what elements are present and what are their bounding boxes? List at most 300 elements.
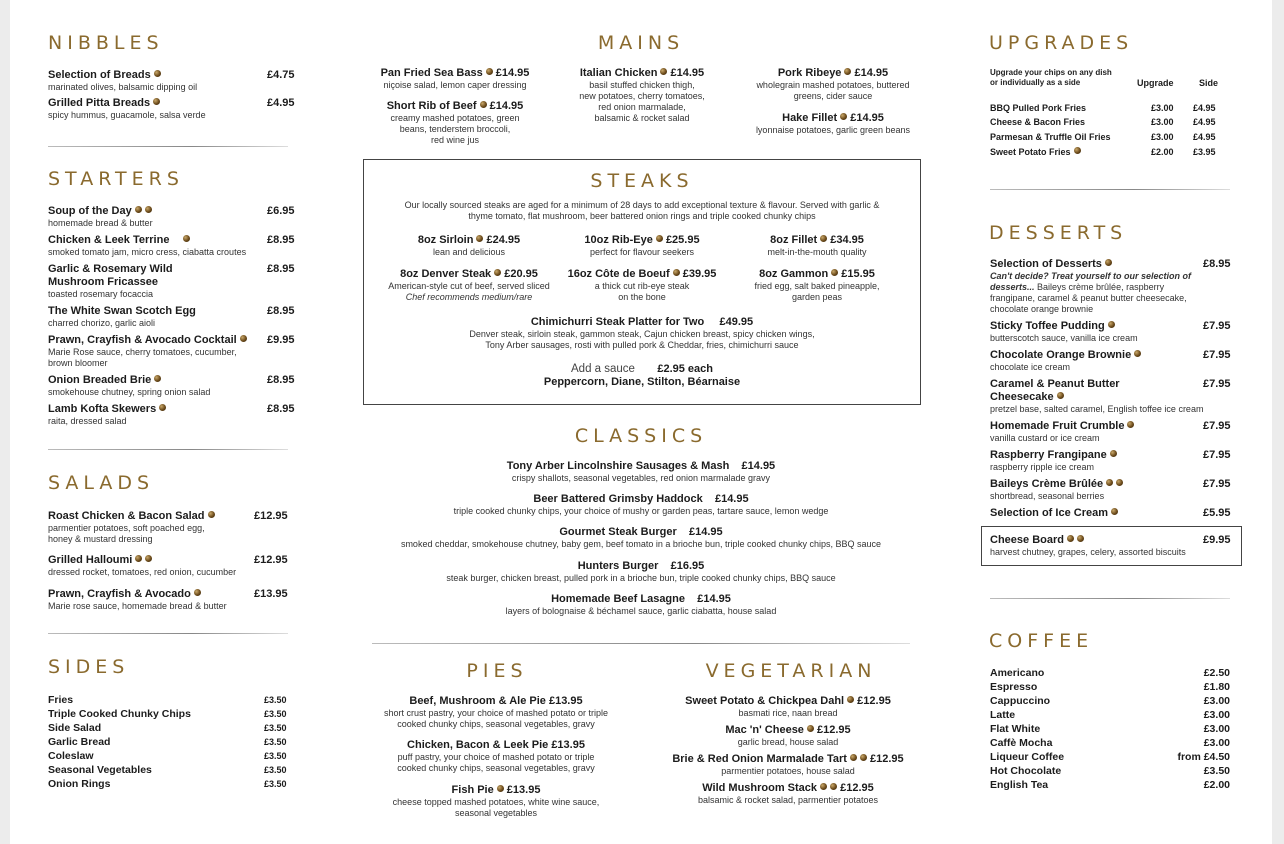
item-price: £4.95 [267, 97, 295, 109]
dietary-dot-icon [145, 206, 152, 213]
menu-item [48, 510, 296, 545]
item-desc: charred chorizo, garlic aioli [48, 318, 156, 328]
dietary-dot-icon [1116, 479, 1123, 486]
item-name: Homemade Fruit Crumble [990, 420, 1125, 432]
item-desc-line3: red onion marmalade, [598, 102, 686, 112]
item-desc: spicy hummus, guacamole, salsa verde [48, 110, 206, 120]
item-desc-line2: new potatoes, cherry tomatoes, [579, 91, 705, 101]
dietary-dot-icon [820, 235, 827, 242]
item-price: £9.95 [267, 334, 295, 346]
item-desc: creamy mashed potatoes, green [390, 113, 520, 123]
item-desc: lean and delicious [432, 247, 506, 257]
item-name: Roast Chicken & Bacon Salad [48, 510, 205, 522]
item-name: English Tea [990, 779, 1049, 791]
item-name: Triple Cooked Chunky Chips [48, 708, 191, 720]
item-name: Cappuccino [990, 695, 1051, 707]
item-desc: vanilla custard or ice cream [990, 433, 1100, 443]
item-name: Cheese Board [990, 534, 1064, 546]
item-price: £7.95 [1203, 478, 1231, 490]
menu-item [363, 695, 629, 730]
item-desc-line2: greens, cider sauce [793, 91, 873, 101]
item-name: Latte [990, 709, 1016, 721]
item-price: £7.95 [1203, 420, 1231, 432]
item-desc: harvest chutney, grapes, celery, assorted biscuits [990, 547, 1186, 557]
item-price: £7.95 [1203, 378, 1231, 390]
item-desc-line3: red wine jus [430, 135, 480, 145]
item-desc: puff pastry, your choice of mashed potato or triple [397, 752, 595, 762]
dietary-dot-icon [145, 555, 152, 562]
item-name: Chimichurri Steak Platter for Two [530, 316, 705, 328]
item-desc: short crust pastry, your choice of mashed potato or triple [384, 708, 608, 718]
item-name: Raspberry Frangipane [990, 449, 1107, 461]
item-price: £13.95 [506, 784, 541, 796]
menu-item [48, 588, 296, 612]
item-name: Hake Fillet [782, 112, 838, 124]
item-name: Sticky Toffee Pudding [990, 320, 1105, 332]
item-price: £5.95 [1203, 507, 1231, 519]
table-row [990, 115, 1085, 129]
item-price: £14.95 [714, 493, 749, 505]
item-desc: layers of bolognaise & béchamel sauce, garlic ciabatta, house salad [505, 606, 777, 616]
section-divider [48, 633, 288, 634]
cheese-board-box [981, 526, 1242, 566]
list-item [990, 778, 1048, 792]
upgrades-heading: UPGRADES [989, 32, 1134, 54]
menu-item [990, 507, 1230, 520]
item-price: £13.95 [254, 588, 288, 600]
item-name: Side Salad [48, 722, 102, 734]
dietary-dot-icon [154, 375, 161, 382]
menu-item [732, 268, 902, 303]
item-desc-line2: cooked chunky chips, seasonal vegetables, gravy [397, 763, 595, 773]
steaks-intro-line2: thyme tomato, flat mushroom, beer battered onion rings and triple cooked chunky chips [468, 211, 816, 221]
list-item [48, 693, 288, 707]
classics-heading: CLASSICS [574, 425, 708, 447]
list-item [48, 735, 288, 749]
item-desc: crispy shallots, seasonal vegetables, red onion marmalade gravy [511, 473, 771, 483]
menu-item [990, 449, 1230, 473]
item-name: Selection of Desserts [990, 258, 1102, 270]
item-name: Fish Pie [451, 784, 494, 796]
item-desc: butterscotch sauce, vanilla ice cream [990, 333, 1138, 343]
menu-item [990, 534, 1234, 558]
item-name: The White Swan Scotch Egg [48, 305, 196, 317]
item-name: Seasonal Vegetables [48, 764, 152, 776]
sauce-addon [374, 362, 910, 389]
item-price: £14.95 [688, 526, 723, 538]
item-price: £3.00 [1203, 709, 1230, 721]
item-price: £3.50 [264, 737, 287, 747]
vegetarian-heading: VEGETARIAN [705, 660, 877, 682]
dietary-dot-icon [1106, 479, 1113, 486]
item-price: £3.00 [1203, 695, 1230, 707]
upgrade-price: £2.00 [1151, 147, 1174, 157]
menu-item [48, 374, 296, 398]
steaks-heading: STEAKS [590, 170, 694, 192]
dietary-dot-icon [486, 68, 493, 75]
item-price: £20.95 [504, 268, 538, 280]
menu-item [640, 695, 936, 719]
menu-item [552, 67, 732, 124]
dietary-dot-icon [1111, 508, 1118, 515]
item-price: £2.00 [1203, 779, 1230, 791]
item-price: £8.95 [267, 234, 295, 246]
item-name: Parmesan & Truffle Oil Fries [990, 132, 1111, 142]
steaks-intro [374, 200, 910, 222]
menu-item [48, 334, 296, 369]
item-desc: melt-in-the-mouth quality [767, 247, 867, 257]
item-name: 8oz Fillet [770, 234, 818, 246]
item-price: £12.95 [254, 554, 288, 566]
item-price: £13.95 [551, 739, 585, 751]
menu-page [10, 0, 1272, 844]
dietary-dot-icon [194, 589, 201, 596]
list-item [990, 722, 1040, 736]
item-desc-line2: Tony Arber sausages, rosti with pulled pork & Cheddar, fries, chimichurri sauce [485, 340, 799, 350]
dietary-dot-icon [153, 98, 160, 105]
list-item [990, 694, 1050, 708]
item-desc-line3: frangipane, caramel & peanut butter cheesecake, [990, 293, 1187, 303]
dietary-dot-icon [820, 783, 827, 790]
menu-item [732, 234, 902, 258]
menu-item [557, 234, 727, 258]
item-price: £4.75 [267, 69, 295, 81]
item-price: £14.95 [489, 100, 524, 112]
menu-item [990, 349, 1230, 373]
item-name: Caffè Mocha [990, 737, 1053, 749]
item-name: Espresso [990, 681, 1038, 693]
list-item [990, 750, 1064, 764]
item-name: Mac 'n' Cheese [725, 724, 804, 736]
side-price: £3.95 [1193, 147, 1216, 157]
item-desc-line4: chocolate orange brownie [990, 304, 1094, 314]
list-item [990, 736, 1052, 750]
dietary-dot-icon [847, 696, 854, 703]
item-desc: balsamic & rocket salad, parmentier potatoes [697, 795, 879, 805]
dietary-dot-icon [240, 335, 247, 342]
item-name: Flat White [990, 723, 1041, 735]
item-name: Garlic Bread [48, 736, 111, 748]
item-price: £14.95 [741, 460, 776, 472]
item-name: 10oz Rib-Eye [584, 234, 653, 246]
menu-item [363, 526, 919, 550]
item-name: Onion Breaded Brie [48, 374, 152, 386]
item-name: Caramel & Peanut Butter [990, 378, 1120, 390]
list-item [990, 708, 1015, 722]
list-item [48, 777, 288, 791]
menu-item [740, 112, 926, 136]
menu-item [363, 784, 629, 819]
item-price: £12.95 [254, 510, 288, 522]
item-desc: basmati rice, naan bread [738, 708, 838, 718]
upgrade-price: £3.00 [1151, 132, 1174, 142]
dietary-dot-icon [844, 68, 851, 75]
item-desc: garlic bread, house salad [737, 737, 839, 747]
steaks-box [363, 159, 921, 405]
item-name: 8oz Gammon [759, 268, 829, 280]
item-price: £8.95 [267, 263, 295, 275]
item-price: £3.50 [264, 765, 287, 775]
item-name: Italian Chicken [579, 67, 658, 79]
upgrades-note-line2: or individually as a side [990, 78, 1081, 87]
item-name-line2: Cheesecake [990, 391, 1054, 403]
dietary-dot-icon [831, 269, 838, 276]
item-price: £3.50 [1203, 765, 1230, 777]
item-name: Pork Ribeye [777, 67, 842, 79]
dietary-dot-icon [850, 754, 857, 761]
item-name: Chicken & Leek Terrine [48, 234, 170, 246]
item-name: Brie & Red Onion Marmalade Tart [672, 753, 847, 765]
col-header-upgrade: Upgrade [1137, 78, 1174, 88]
list-item [48, 763, 288, 777]
section-divider [990, 189, 1230, 190]
item-desc-line2: honey & mustard dressing [48, 534, 153, 544]
sides-heading: SIDES [48, 656, 130, 678]
section-divider [48, 449, 288, 450]
upgrade-price: £3.00 [1151, 103, 1174, 113]
salads-heading: SALADS [48, 472, 155, 494]
sauce-options: Peppercorn, Diane, Stilton, Béarnaise [543, 376, 741, 388]
menu-item [363, 739, 629, 774]
item-name: Chocolate Orange Brownie [990, 349, 1132, 361]
dietary-dot-icon [1105, 259, 1112, 266]
item-name: Prawn, Crayfish & Avocado [48, 588, 191, 600]
dietary-dot-icon [159, 404, 166, 411]
dietary-dot-icon [154, 70, 161, 77]
dietary-dot-icon [1110, 450, 1117, 457]
item-name-line2: Mushroom Fricassee [48, 276, 159, 288]
item-name: Baileys Crème Brûlée [990, 478, 1104, 490]
item-price: £1.80 [1203, 681, 1230, 693]
side-price: £4.95 [1193, 103, 1216, 113]
side-price: £4.95 [1193, 117, 1216, 127]
list-item [48, 721, 288, 735]
dietary-dot-icon [1127, 421, 1134, 428]
item-name: Selection of Breads [48, 69, 151, 81]
item-desc: raspberry ripple ice cream [990, 462, 1095, 472]
pies-heading: PIES [466, 660, 528, 682]
item-name: Liqueur Coffee [990, 751, 1065, 763]
item-price: £39.95 [682, 268, 717, 280]
dietary-dot-icon [656, 235, 663, 242]
menu-item [640, 753, 936, 777]
dietary-dot-icon [183, 235, 190, 242]
item-price: £12.95 [817, 724, 851, 736]
item-price: £3.50 [264, 751, 287, 761]
menu-item [990, 258, 1230, 315]
item-name: Americano [990, 667, 1045, 679]
item-desc-line2: cooked chunky chips, seasonal vegetables, gravy [397, 719, 595, 729]
item-price: £8.95 [267, 374, 295, 386]
section-divider [48, 146, 288, 147]
menu-item [363, 560, 919, 584]
menu-item [374, 268, 564, 303]
menu-item [640, 724, 936, 748]
menu-item [48, 554, 296, 578]
dietary-dot-icon [807, 725, 814, 732]
item-price: £12.95 [840, 782, 874, 794]
item-name: Beer Battered Grimsby Haddock [533, 493, 703, 505]
item-name: Grilled Halloumi [48, 554, 133, 566]
item-name: Hot Chocolate [990, 765, 1062, 777]
item-desc: wholegrain mashed potatoes, buttered [756, 80, 910, 90]
item-name: Soup of the Day [48, 205, 132, 217]
item-name: Chicken, Bacon & Leek Pie [407, 739, 549, 751]
section-divider [990, 598, 1230, 599]
item-name: Pan Fried Sea Bass [380, 67, 483, 79]
item-price: £34.95 [830, 234, 864, 246]
menu-item [990, 320, 1230, 344]
menu-item [640, 782, 936, 806]
item-name: Hunters Burger [577, 560, 659, 572]
table-row [990, 145, 1081, 159]
item-price: £8.95 [267, 403, 295, 415]
item-desc: perfect for flavour seekers [589, 247, 695, 257]
item-name: Tony Arber Lincolnshire Sausages & Mash [506, 460, 730, 472]
item-name: Homemade Beef Lasagne [551, 593, 685, 605]
menu-item [363, 593, 919, 617]
item-desc: Marie Rose sauce, cherry tomatoes, cucumber, [48, 347, 237, 357]
item-name: Beef, Mushroom & Ale Pie [409, 695, 546, 707]
dietary-dot-icon [1077, 535, 1084, 542]
item-price: £3.50 [264, 779, 287, 789]
sauce-price: £2.95 each [657, 363, 713, 375]
steak-platter [374, 316, 910, 351]
menu-item [740, 67, 926, 102]
item-name: Gourmet Steak Burger [559, 526, 677, 538]
item-price: £3.00 [1203, 737, 1230, 749]
item-desc: Marie rose sauce, homemade bread & butter [48, 601, 227, 611]
item-desc: parmentier potatoes, house salad [721, 766, 855, 776]
item-price: £25.95 [665, 234, 700, 246]
item-desc-rest: Baileys crème brûlée, raspberry [1034, 282, 1165, 292]
item-name: Sweet Potato & Chickpea Dahl [685, 695, 845, 707]
item-price: £2.50 [1203, 667, 1230, 679]
item-price: £7.95 [1203, 320, 1231, 332]
item-name: Onion Rings [48, 778, 111, 790]
dietary-dot-icon [660, 68, 667, 75]
item-desc-line2: seasonal vegetables [454, 808, 538, 818]
item-name: Garlic & Rosemary Wild [48, 263, 173, 275]
item-desc: dressed rocket, tomatoes, red onion, cucumber [48, 567, 237, 577]
item-name: Lamb Kofta Skewers [48, 403, 157, 415]
item-desc: smokehouse chutney, spring onion salad [48, 387, 211, 397]
dietary-dot-icon [480, 101, 487, 108]
item-desc: shortbread, seasonal berries [990, 491, 1105, 501]
upgrades-note-line1: Upgrade your chips on any dish [990, 68, 1112, 77]
item-name: 8oz Sirloin [417, 234, 474, 246]
dietary-dot-icon [135, 555, 142, 562]
menu-item [48, 97, 296, 121]
dietary-dot-icon [476, 235, 483, 242]
dietary-dot-icon [497, 785, 504, 792]
item-desc: toasted rosemary focaccia [48, 289, 154, 299]
item-name: Sweet Potato Fries [990, 147, 1071, 157]
table-row [990, 101, 1086, 115]
item-desc-line2: on the bone [618, 292, 666, 302]
dietary-dot-icon [1074, 147, 1081, 154]
section-divider [372, 643, 910, 644]
item-price: £3.50 [264, 695, 287, 705]
item-price: £14.95 [854, 67, 889, 79]
item-price: £3.00 [1203, 723, 1230, 735]
item-desc: basil stuffed chicken thigh, [589, 80, 695, 90]
item-name: Fries [48, 694, 74, 706]
item-price: from £4.50 [1177, 751, 1230, 763]
list-item [48, 749, 288, 763]
item-desc: Can't decide? Treat yourself to our selection of [990, 271, 1192, 281]
item-name: Coleslaw [48, 750, 94, 762]
upgrades-note [990, 68, 1112, 88]
menu-item [557, 268, 727, 303]
starters-heading: STARTERS [48, 168, 184, 190]
desserts-heading: DESSERTS [989, 222, 1128, 244]
menu-item [990, 378, 1230, 415]
item-price: £14.95 [670, 67, 705, 79]
menu-item [48, 403, 296, 427]
menu-item [48, 234, 296, 258]
dietary-dot-icon [208, 511, 215, 518]
item-name: Cheese & Bacon Fries [990, 117, 1086, 127]
item-desc: parmentier potatoes, soft poached egg, [48, 523, 205, 533]
menu-item [384, 234, 554, 258]
item-desc-line2: garden peas [791, 292, 843, 302]
item-price: £3.50 [264, 709, 287, 719]
menu-item [360, 67, 550, 91]
item-name: Grilled Pitta Breads [48, 97, 151, 109]
item-name: BBQ Pulled Pork Fries [990, 103, 1087, 113]
dietary-dot-icon [860, 754, 867, 761]
list-item [990, 764, 1061, 778]
list-item [48, 707, 288, 721]
dietary-dot-icon [135, 206, 142, 213]
item-price: £8.95 [267, 305, 295, 317]
item-price: £16.95 [670, 560, 705, 572]
menu-item [363, 460, 919, 484]
item-price: £24.95 [486, 234, 521, 246]
item-desc: smoked cheddar, smokehouse chutney, baby gem, beef tomato in a brioche bun, triple cooked chunky chips, BBQ sauce [400, 539, 882, 549]
item-price: £8.95 [1203, 258, 1231, 270]
list-item [990, 680, 1037, 694]
item-price: £14.95 [495, 67, 530, 79]
item-desc: American-style cut of beef, served sliced [388, 281, 550, 291]
item-price: £7.95 [1203, 349, 1231, 361]
item-desc: steak burger, chicken breast, pulled pork in a brioche bun, triple cooked chunky chips, BBQ sauce [446, 573, 836, 583]
table-row [990, 130, 1111, 144]
item-desc: raita, dressed salad [48, 416, 127, 426]
item-desc-line2: beans, tenderstem broccoli, [399, 124, 511, 134]
menu-item [48, 205, 296, 229]
item-desc: triple cooked chunky chips, your choice of mushy or garden peas, tartare sauce, lemon wedge [453, 506, 829, 516]
nibbles-heading: NIBBLES [48, 32, 164, 54]
dietary-dot-icon [1108, 321, 1115, 328]
list-item [990, 666, 1044, 680]
item-price: £15.95 [841, 268, 875, 280]
dietary-dot-icon [1067, 535, 1074, 542]
dietary-dot-icon [840, 113, 847, 120]
col-header-side: Side [1199, 78, 1219, 88]
item-desc: cheese topped mashed potatoes, white wine sauce, [392, 797, 600, 807]
coffee-heading: COFFEE [989, 630, 1094, 652]
item-name: Prawn, Crayfish & Avocado Cocktail [48, 334, 237, 346]
item-desc-line2: Chef recommends medium/rare [405, 292, 533, 302]
item-name: 8oz Denver Steak [400, 268, 492, 280]
menu-item [48, 263, 296, 300]
menu-item [48, 69, 296, 93]
item-name: 16oz Côte de Boeuf [567, 268, 670, 280]
item-price: £12.95 [857, 695, 891, 707]
item-name: Selection of Ice Cream [990, 507, 1108, 519]
